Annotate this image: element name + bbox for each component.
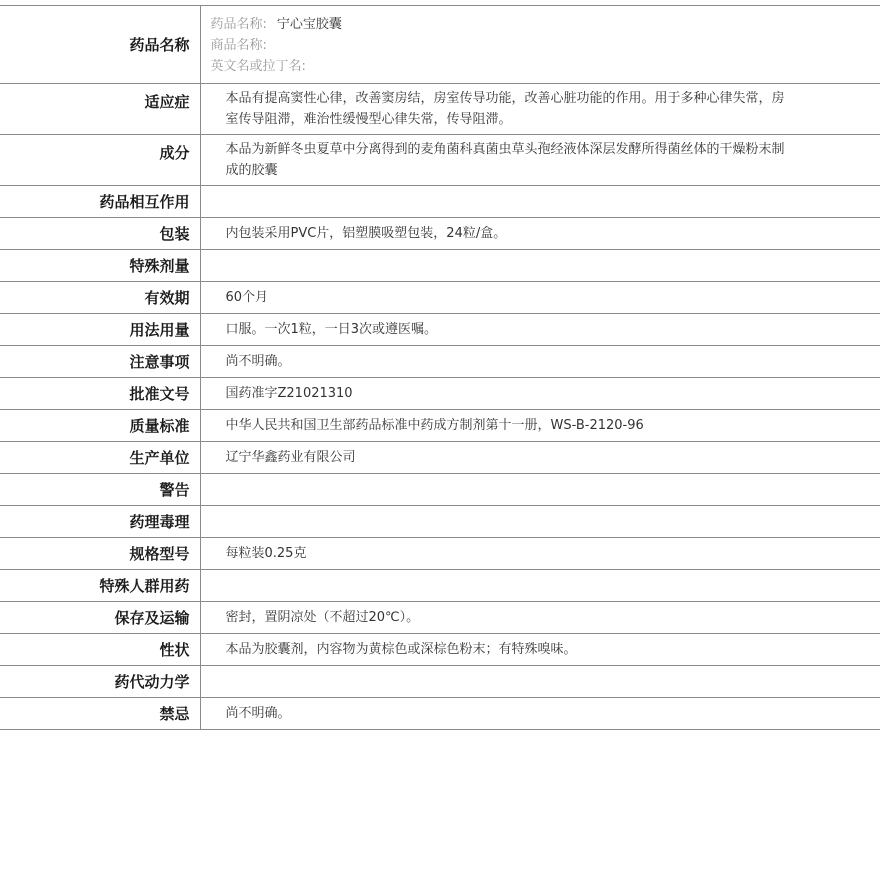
field-value: 本品为新鲜冬虫夏草中分离得到的麦角菌科真菌虫草头孢经液体深层发酵所得菌丝体的干燥粉末制成的胶囊 xyxy=(200,135,880,186)
row-special-dosage xyxy=(0,250,880,282)
field-label: 药理毒理 xyxy=(0,506,200,538)
field-label: 警告 xyxy=(0,474,200,506)
field-value: 尚不明确。 xyxy=(200,698,880,730)
field-label: 特殊剂量 xyxy=(0,250,200,282)
field-label: 包装 xyxy=(0,218,200,250)
row-quality-standard xyxy=(0,410,880,442)
field-label: 药品名称 xyxy=(0,6,200,84)
field-label: 性状 xyxy=(0,634,200,666)
field-value: 辽宁华鑫药业有限公司 xyxy=(200,442,880,474)
field-label: 注意事项 xyxy=(0,346,200,378)
row-manufacturer xyxy=(0,442,880,474)
field-label: 药品相互作用 xyxy=(0,186,200,218)
drug-info-table xyxy=(0,5,880,730)
row-warning xyxy=(0,474,880,506)
field-label: 生产单位 xyxy=(0,442,200,474)
field-value: 国药准字Z21021310 xyxy=(200,378,880,410)
field-label: 用法用量 xyxy=(0,314,200,346)
field-value xyxy=(200,570,880,602)
trade-name-line xyxy=(211,35,791,56)
row-indications xyxy=(0,84,880,135)
row-special-populations xyxy=(0,570,880,602)
field-label: 药代动力学 xyxy=(0,666,200,698)
field-value: 本品有提高窦性心律，改善窦房结，房室传导功能，改善心脏功能的作用。用于多种心律失常，房室传导阻滞，难治性缓慢型心律失常，传导阻滞。 xyxy=(200,84,880,135)
field-value: 口服。一次1粒，一日3次或遵医嘱。 xyxy=(200,314,880,346)
field-value xyxy=(200,250,880,282)
row-contraindications xyxy=(0,698,880,730)
row-shelf-life xyxy=(0,282,880,314)
row-usage-dosage xyxy=(0,314,880,346)
field-value: 60个月 xyxy=(200,282,880,314)
english-name-key: 英文名或拉丁名: xyxy=(210,59,306,74)
row-pharmacology xyxy=(0,506,880,538)
field-label: 成分 xyxy=(0,135,200,186)
row-precautions xyxy=(0,346,880,378)
field-value xyxy=(200,474,880,506)
row-storage xyxy=(0,602,880,634)
row-ingredients xyxy=(0,135,880,186)
field-label: 批准文号 xyxy=(0,378,200,410)
field-value: 中华人民共和国卫生部药品标准中药成方制剂第十一册，WS-B-2120-96 xyxy=(200,410,880,442)
row-drug-interactions xyxy=(0,186,880,218)
field-value: 本品为胶囊剂，内容物为黄棕色或深棕色粉末；有特殊嗅味。 xyxy=(200,634,880,666)
field-label: 禁忌 xyxy=(0,698,200,730)
field-value xyxy=(200,506,880,538)
field-value xyxy=(200,186,880,218)
drug-name-block xyxy=(200,6,880,84)
field-label: 特殊人群用药 xyxy=(0,570,200,602)
english-name-line xyxy=(211,56,791,77)
field-value: 密封，置阴凉处（不超过20℃）。 xyxy=(200,602,880,634)
row-packaging xyxy=(0,218,880,250)
row-description xyxy=(0,634,880,666)
field-value: 内包装采用PVC片，铝塑膜吸塑包装，24粒/盒。 xyxy=(200,218,880,250)
generic-name-line xyxy=(211,14,791,35)
field-label: 适应症 xyxy=(0,84,200,135)
field-value: 每粒装0.25克 xyxy=(200,538,880,570)
row-pharmacokinetics xyxy=(0,666,880,698)
field-label: 规格型号 xyxy=(0,538,200,570)
field-value: 尚不明确。 xyxy=(200,346,880,378)
row-specification xyxy=(0,538,880,570)
row-approval-number xyxy=(0,378,880,410)
field-value xyxy=(200,666,880,698)
row-drug-name xyxy=(0,6,880,84)
generic-name-key: 药品名称: xyxy=(210,17,267,32)
field-label: 质量标准 xyxy=(0,410,200,442)
field-label: 有效期 xyxy=(0,282,200,314)
field-label: 保存及运输 xyxy=(0,602,200,634)
trade-name-key: 商品名称: xyxy=(210,38,267,53)
generic-name-value: 宁心宝胶囊 xyxy=(276,17,342,32)
